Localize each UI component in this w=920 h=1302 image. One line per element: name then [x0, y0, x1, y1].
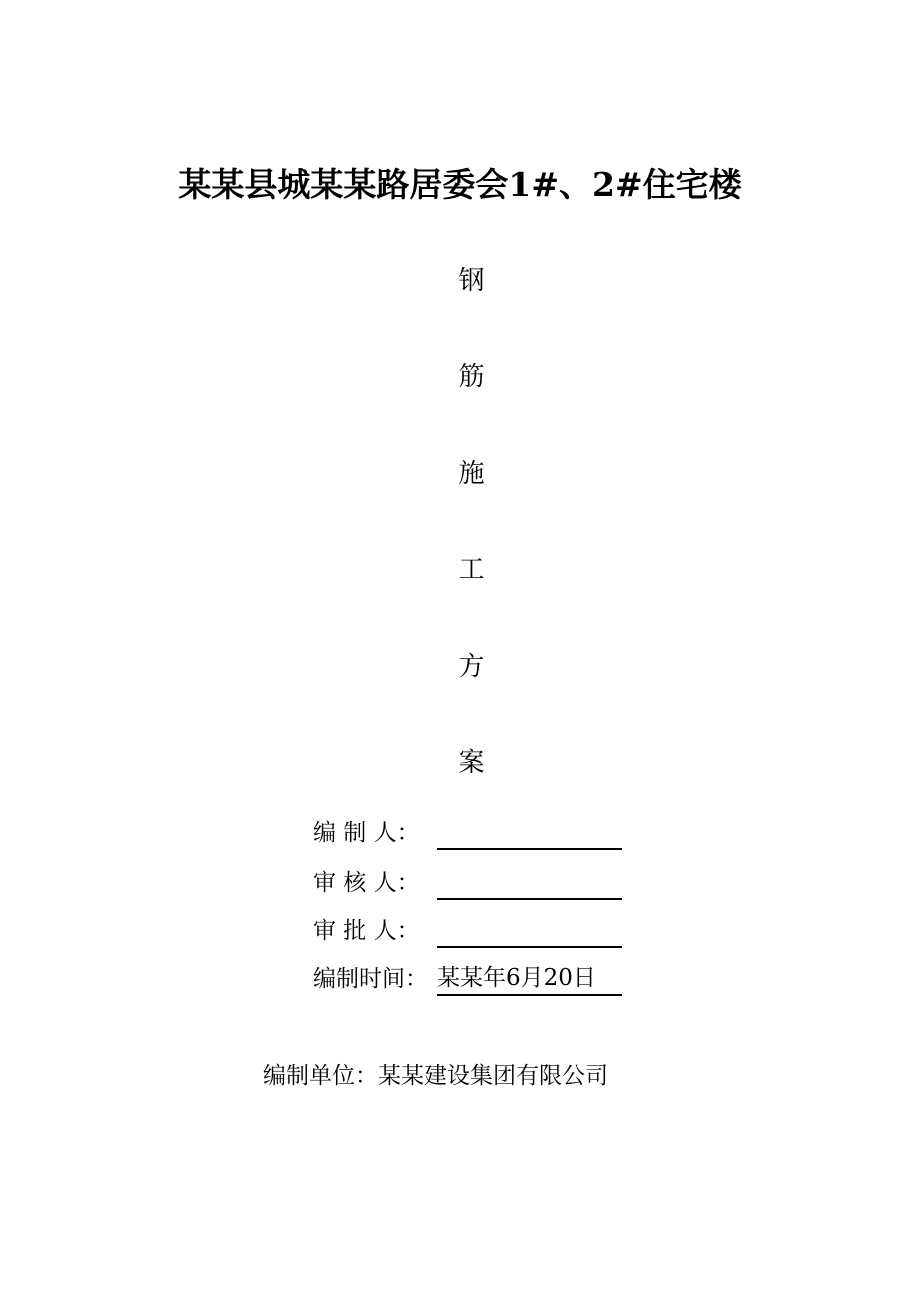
vertical-title-char: 案: [458, 748, 485, 778]
date-value: 某某年6月20日: [437, 962, 622, 996]
reviewer-row: [313, 866, 437, 900]
vertical-title-char: 方: [458, 652, 485, 682]
compiler-label: 编 制 人：: [313, 820, 420, 846]
unit-label: 编制单位：: [263, 1063, 378, 1089]
vertical-title-char: 筋: [458, 362, 485, 392]
compiler-signature-line: [437, 848, 622, 850]
vertical-title-char: 施: [458, 459, 485, 489]
document-title: 某某县城某某路居委会1#、2#住宅楼: [178, 165, 742, 204]
reviewer-signature-line: [437, 898, 622, 900]
reviewer-label: 审 核 人：: [313, 870, 420, 896]
compiler-row: [313, 816, 437, 850]
date-label: 编制时间：: [313, 966, 428, 992]
vertical-title-char: 工: [458, 555, 485, 585]
approver-row: [313, 914, 437, 948]
approver-label: 审 批 人：: [313, 918, 420, 944]
vertical-title-char: 钢: [458, 266, 485, 296]
date-row: [313, 962, 596, 996]
unit-value: 某某建设集团有限公司: [378, 1063, 608, 1089]
compiling-unit: [263, 1059, 608, 1093]
approver-signature-line: [437, 946, 622, 948]
